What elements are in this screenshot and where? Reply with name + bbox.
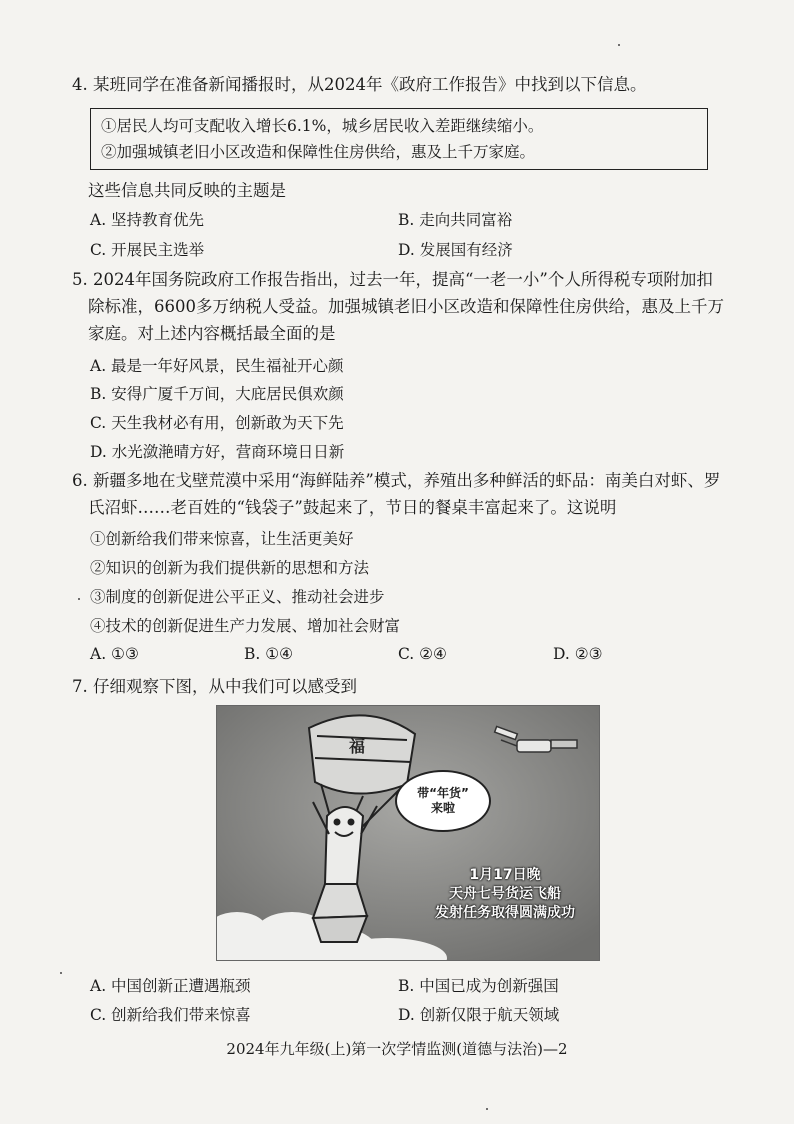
caption-line-2: 天舟七号货运飞船 [449,886,561,902]
q6-statement-3: ③制度的创新促进公平正义、推动社会进步 [90,588,385,606]
q5-option-c: C. 天生我材必有用，创新敢为天下先 [90,414,344,432]
q7-stem: 7. 仔细观察下图，从中我们可以感受到 [72,677,357,696]
q5-stem [72,266,732,347]
q4-option-d: D. 发展国有经济 [398,241,513,259]
speech-bubble [395,770,491,832]
q4-stem: 4. 某班同学在准备新闻播报时，从2024年《政府工作报告》中找到以下信息。 [72,75,647,94]
q4-question: 这些信息共同反映的主题是 [88,181,286,200]
parcel-fu-character: 福 [349,737,366,756]
q5-option-b: B. 安得广厦千万间，大庇居民俱欢颜 [90,385,344,403]
q6-stem [72,467,732,521]
caption-line-1: 1月17日晚 [469,867,541,883]
q6-option-a: A. ①③ [90,645,139,663]
q6-option-d: D. ②③ [553,645,603,663]
scan-speck [60,972,62,974]
page-footer: 2024年九年级(上)第一次学情监测(道德与法治)—2 [226,1040,568,1058]
q5-option-a: A. 最是一年好风景，民生福祉开心颜 [90,357,344,375]
q7-option-c: C. 创新给我们带来惊喜 [90,1006,251,1024]
q4-info-2: ②加强城镇老旧小区改造和保障性住房供给，惠及上千万家庭。 [101,143,536,161]
q7-option-d: D. 创新仅限于航天领域 [398,1006,560,1024]
bubble-line-1: 带“年货” [417,786,469,800]
q4-info-box [90,108,708,170]
scan-speck [618,44,620,46]
scan-speck [78,598,80,600]
q6-option-b: B. ①④ [244,645,294,663]
q5-stem-line-3: 家庭。对上述内容概括最全面的是 [88,324,336,343]
news-caption [435,866,575,923]
q6-stem-line-1: 6. 新疆多地在戈壁荒漠中采用“海鲜陆养”模式，养殖出多种鲜活的虾品：南美白对虾、罗 [72,471,721,490]
q6-statement-2: ②知识的创新为我们提供新的思想和方法 [90,559,370,577]
q4-option-c: C. 开展民主选举 [90,241,205,259]
q5-stem-line-2: 除标准，6600多万纳税人受益。加强城镇老旧小区改造和保障性住房供给，惠及上千万 [88,297,724,316]
q4-info-1: ①居民人均可支配收入增长6.1%，城乡居民收入差距继续缩小。 [101,117,544,135]
q5-option-d: D. 水光潋滟晴方好，营商环境日日新 [90,443,345,461]
q7-option-b: B. 中国已成为创新强国 [398,977,559,995]
q6-stem-line-2: 氏沼虾……老百姓的“钱袋子”鼓起来了，节日的餐桌丰富起来了。这说明 [88,498,617,517]
q4-option-b: B. 走向共同富裕 [398,211,513,229]
q7-option-a: A. 中国创新正遭遇瓶颈 [90,977,251,995]
scan-speck [486,1108,488,1110]
q6-statement-1: ①创新给我们带来惊喜，让生活更美好 [90,530,354,548]
q7-cartoon-figure [216,705,600,961]
bubble-line-2: 来啦 [430,801,455,815]
q5-stem-line-1: 5. 2024年国务院政府工作报告指出，过去一年，提高“一老一小”个人所得税专项附加扣 [72,270,713,289]
q6-option-c: C. ②④ [398,645,447,663]
q6-statement-4: ④技术的创新促进生产力发展、增加社会财富 [90,617,401,635]
q4-option-a: A. 坚持教育优先 [90,211,205,229]
caption-line-3: 发射任务取得圆满成功 [435,905,575,921]
